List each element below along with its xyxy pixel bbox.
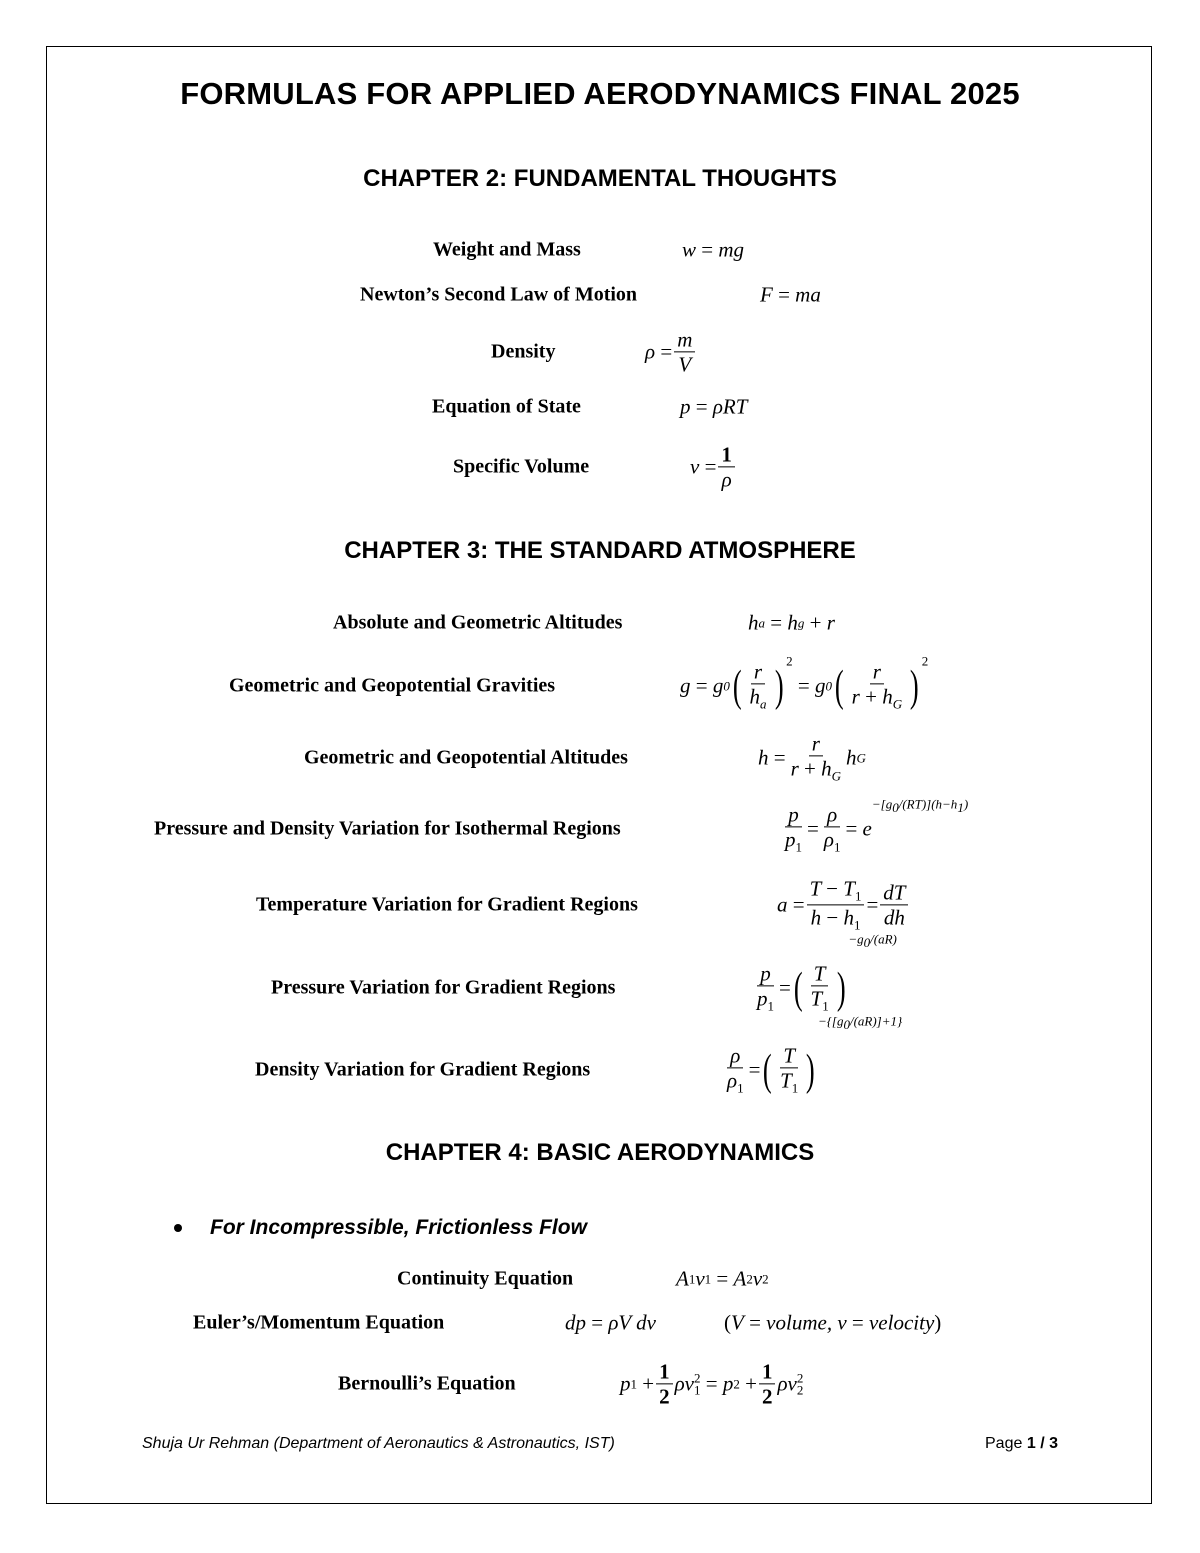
formula-label: Pressure Variation for Gradient Regions [271, 976, 616, 999]
page-total: 3 [1049, 1435, 1058, 1452]
formula-continuity: A 1 v 1 = A 2 v 2 [676, 1266, 769, 1291]
page-border [46, 46, 1152, 1504]
formula-state: p = ρRT [680, 394, 748, 419]
subheading-text: For Incompressible, Frictionless Flow [210, 1216, 587, 1239]
formula-isothermal: $\frac{p}{p_1}$ = $\frac{\rho}{\rho_1}$ = e $-[g_0/(RT)](h-h_1)$ [785, 796, 969, 855]
formula-label: Density [491, 340, 556, 363]
formula-newton: F = ma [760, 282, 821, 307]
formula-density: ρ = $\frac{m}{V}$ [645, 327, 697, 376]
formula-label: Equation of State [432, 395, 581, 418]
formula-temperature-gradient: a = $\frac{T - T_1}{h - h_1}$ = $\frac{dT}{dh}$ [777, 876, 910, 933]
formula-label: Bernoulli’s Equation [338, 1372, 516, 1395]
chapter-3-heading: CHAPTER 3: THE STANDARD ATMOSPHERE [344, 537, 856, 564]
formula-absolute-altitude: h a = h g + r [748, 610, 835, 635]
formula-label: Weight and Mass [433, 238, 581, 261]
formula-euler: dp = ρV dv [565, 1310, 656, 1335]
formula-label: Specific Volume [453, 455, 590, 478]
formula-euler-note: ( V = volume, v = velocity ) [724, 1310, 942, 1335]
subheading-bullet [174, 1216, 587, 1240]
formula-label: Density Variation for Gradient Regions [255, 1058, 591, 1081]
page-prefix: Page [985, 1435, 1023, 1452]
formula-label: Geometric and Geopotential Altitudes [304, 746, 628, 769]
page-sep: / [1040, 1435, 1045, 1452]
formula-gravity: g = g 0 ( $\frac{r}{h_a}$ ) 2 = g 0 ( $\frac{r}{r + h_G}$ ) 2 [680, 653, 929, 712]
footer-author: Shuja Ur Rehman (Department of Aeronautics & Astronautics, IST) [142, 1435, 615, 1452]
formula-bernoulli: p 1 + $\frac{1}{2}$ ρv 2 1 = p 2 + $\frac{1}{2}$ ρv 2 2 [620, 1359, 804, 1409]
formula-density-gradient: $\frac{\rho}{\rho_1}$ = ( $\frac{T}{T_1}$ ) $-\{[g_0/(aR)]+1\}$ [727, 1013, 903, 1096]
formula-pressure-gradient: $\frac{p}{p_1}$ = ( $\frac{T}{T_1}$ ) $-g_0/(aR)$ [757, 931, 897, 1014]
formula-label: Newton’s Second Law of Motion [360, 283, 638, 306]
formula-geopotential-altitude: h = $\frac{r}{r + h_G}$ h G [758, 731, 866, 784]
formula-label: Absolute and Geometric Altitudes [333, 611, 623, 634]
formula-specific-volume: v = $\frac{1}{\rho}$ [690, 442, 737, 491]
formula-label: Euler’s/Momentum Equation [193, 1311, 445, 1334]
page-current: 1 [1026, 1435, 1036, 1452]
chapter-2-heading: CHAPTER 2: FUNDAMENTAL THOUGHTS [363, 165, 837, 192]
formula-label: Pressure and Density Variation for Isothermal Regions [154, 817, 621, 840]
formula-weight-mass: w = mg [682, 237, 745, 262]
formula-label: Geometric and Geopotential Gravities [229, 674, 556, 697]
chapter-4-heading: CHAPTER 4: BASIC AERODYNAMICS [385, 1139, 815, 1166]
footer-page-number [985, 1435, 1058, 1453]
formula-label: Continuity Equation [397, 1267, 574, 1290]
document-title: FORMULAS FOR APPLIED AERODYNAMICS FINAL 2025 [180, 76, 1020, 111]
formula-label: Temperature Variation for Gradient Regions [256, 893, 638, 916]
bullet-icon [174, 1224, 182, 1232]
